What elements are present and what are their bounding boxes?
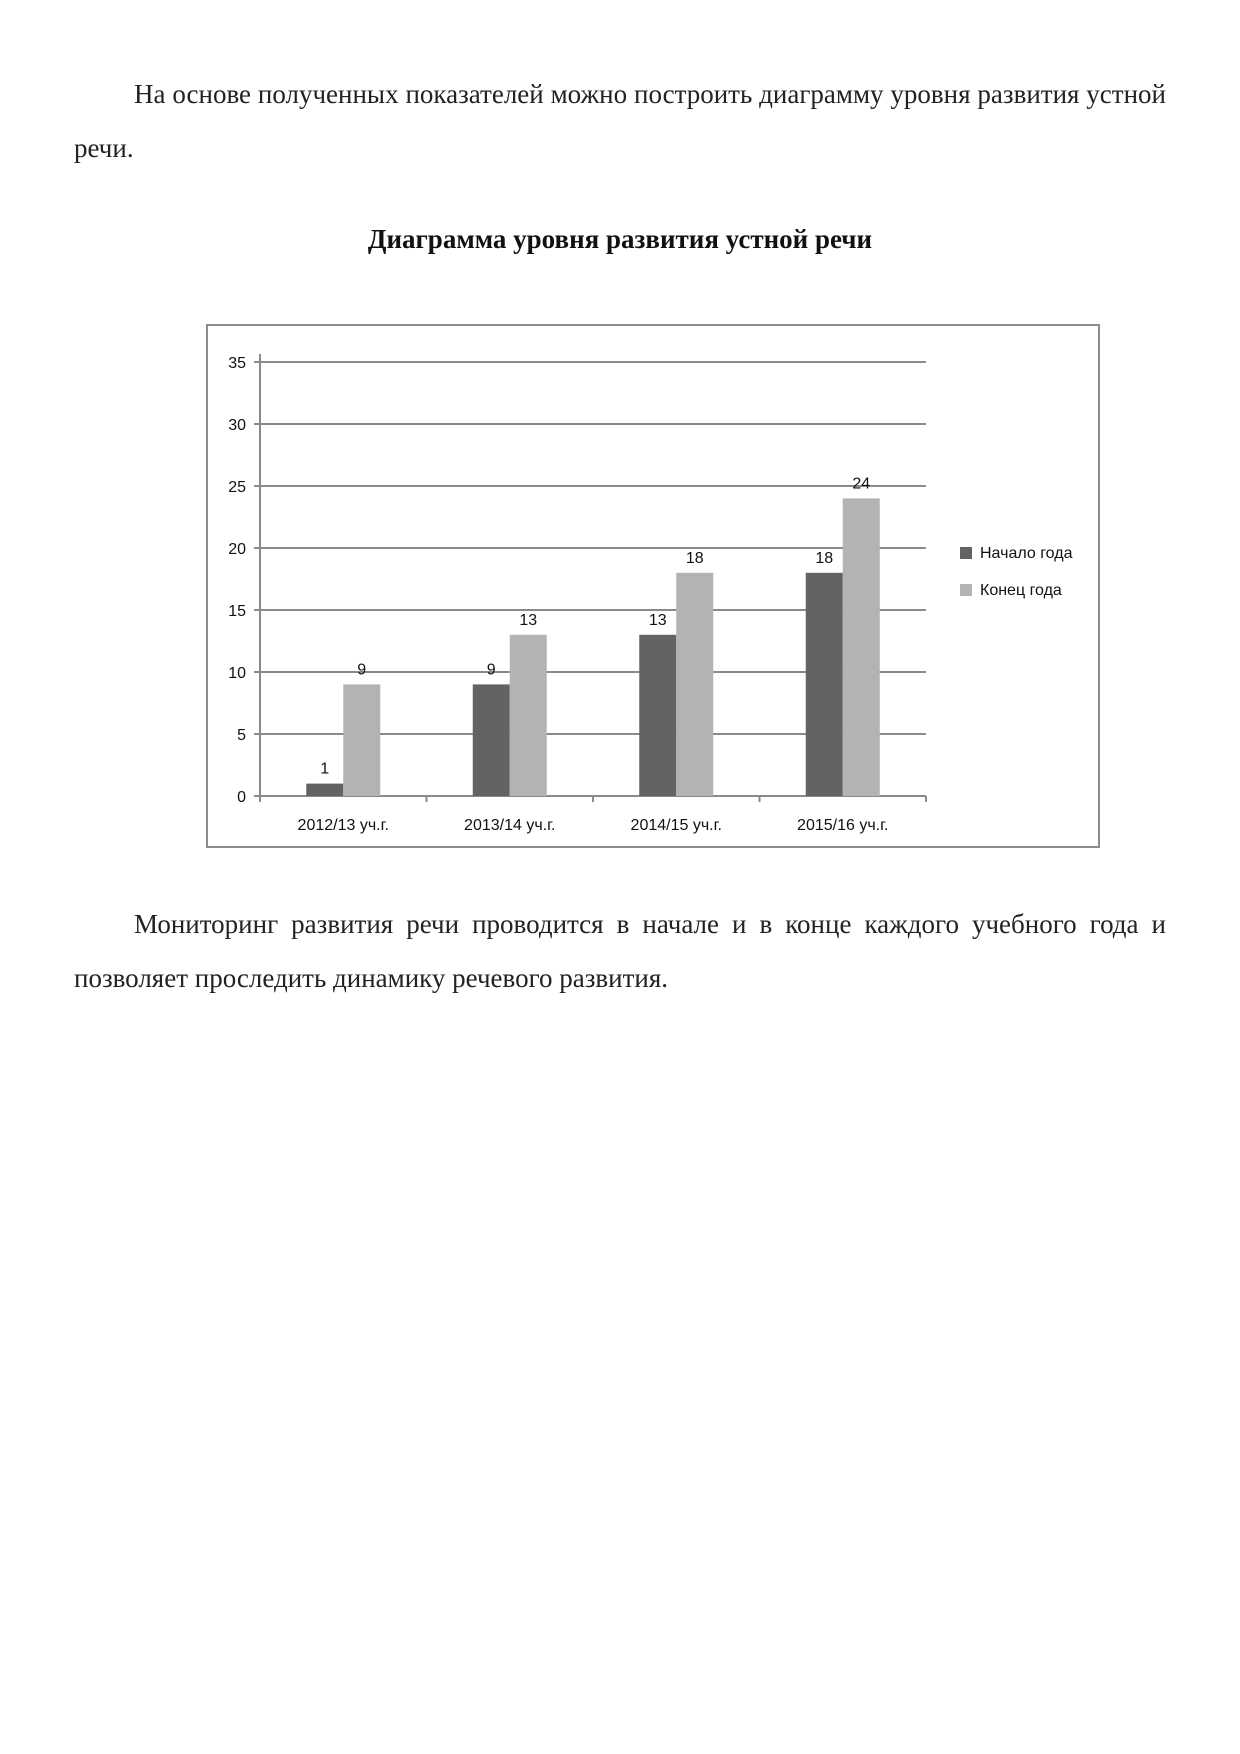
x-tick-label: 2015/16 уч.г. — [797, 817, 889, 834]
data-label: 1 — [320, 760, 330, 778]
bar-start-of-year — [306, 784, 343, 796]
data-label: 13 — [648, 611, 667, 629]
intro-paragraph: На основе полученных показателей можно построить диаграмму уровня развития устной речи. — [74, 79, 1166, 163]
bar-start-of-year — [806, 573, 843, 796]
data-label: 9 — [357, 661, 367, 679]
legend-swatch — [960, 547, 972, 559]
legend-label: Начало года — [980, 545, 1073, 562]
y-tick-label: 35 — [228, 355, 246, 372]
data-label: 24 — [852, 475, 871, 493]
y-tick-label: 25 — [228, 479, 246, 496]
data-label: 18 — [815, 549, 834, 567]
data-label: 13 — [519, 611, 538, 629]
bar-end-of-year — [343, 684, 380, 796]
conclusion-paragraph: Мониторинг развития речи проводится в начале и в конце каждого учебного года и позволяет проследить динамику речевого развития. — [74, 909, 1166, 993]
data-label: 9 — [486, 661, 496, 679]
chart-title: Диаграмма уровня развития устной речи — [367, 224, 873, 254]
bar-end-of-year — [676, 573, 713, 796]
x-tick-label: 2012/13 уч.г. — [297, 817, 389, 834]
y-tick-label: 30 — [228, 417, 246, 434]
y-tick-label: 15 — [228, 603, 246, 620]
data-label: 18 — [685, 549, 704, 567]
y-tick-label: 10 — [228, 665, 246, 682]
x-tick-label: 2013/14 уч.г. — [464, 817, 556, 834]
bar-start-of-year — [639, 635, 676, 796]
bar-end-of-year — [510, 635, 547, 796]
x-tick-label: 2014/15 уч.г. — [630, 817, 722, 834]
y-tick-label: 20 — [228, 541, 246, 558]
bar-end-of-year — [843, 498, 880, 796]
legend-swatch — [960, 584, 972, 596]
y-tick-label: 5 — [237, 727, 246, 744]
bar-chart — [208, 326, 1098, 846]
y-tick-label: 0 — [237, 789, 246, 806]
chart-container — [206, 324, 1100, 848]
bar-start-of-year — [473, 684, 510, 796]
legend-label: Конец года — [980, 582, 1062, 599]
